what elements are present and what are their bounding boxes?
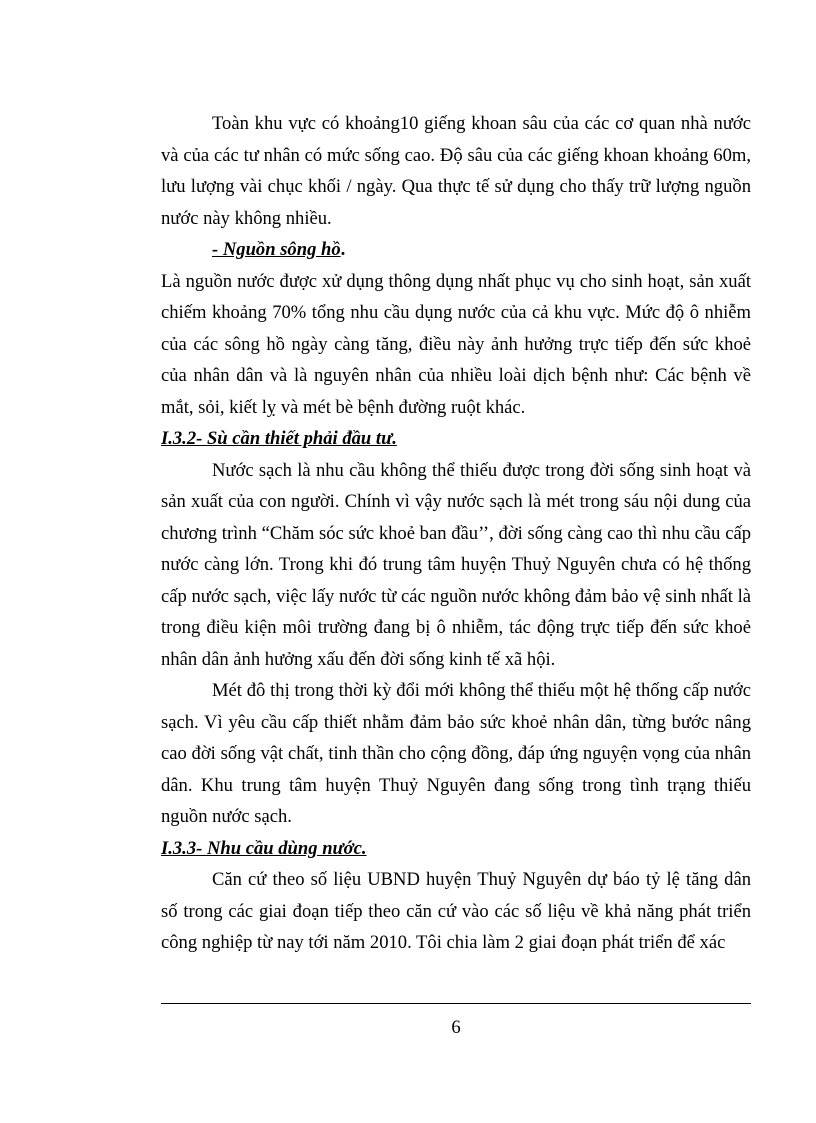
subheading-text: - Nguồn sông hồ <box>212 239 341 260</box>
subheading-river-lake-source <box>161 234 751 266</box>
paragraph-demand-forecast: Căn cứ theo số liệu UBND huyện Thuỷ Nguyên dự báo tỷ lệ tăng dân số trong các giai đoạn tiếp theo căn cứ vào các số liệu về khả năng phát triển công nghiệp từ nay tới năm 2010. Tôi chia làm 2 giai đoạn phát triển để xác <box>161 869 751 953</box>
footer-divider <box>161 1003 751 1004</box>
subheading-period: . <box>340 239 346 260</box>
page-number: 6 <box>451 1017 461 1038</box>
paragraph-urban-water-system: Mét đô thị trong thời kỳ đổi mới không thể thiếu một hệ thống cấp nước sạch. Vì yêu cầu cấp thiết nhằm đảm bảo sức khoẻ nhân dân, từng bước nâng cao đời sống vật chất, tinh thần cho cộng đồng, đáp ứng nguyện vọng của nhân dân. Khu trung tâm huyện Thuỷ Nguyên đang sống trong tình trạng thiếu nguồn nước sạch. <box>161 680 751 827</box>
section-heading-text: I.3.2- Sù cần thiết phải đầu tư. <box>161 428 397 449</box>
page-body <box>161 108 751 959</box>
section-heading-water-demand <box>161 833 751 865</box>
section-heading-text: I.3.3- Nhu cầu dùng nước. <box>161 837 367 859</box>
section-heading-investment-need <box>161 423 751 455</box>
paragraph-river-lake: Là nguồn nước được xử dụng thông dụng nhất phục vụ cho sinh hoạt, sản xuất chiếm khoảng 70% tổng nhu cầu dụng nước của cả khu vực. Mức độ ô nhiễm của các sông hồ ngày càng tăng, điều này ảnh hưởng trực tiếp đến sức khoẻ của nhân dân và là nguyên nhân của nhiều loài dịch bệnh như: Các bệnh về mắt, sỏi, kiết lỵ và mét bè bệnh đường ruột khác. <box>161 270 751 418</box>
paragraph-wells: Toàn khu vực có khoảng10 giếng khoan sâu của các cơ quan nhà nước và của các tư nhân có mức sống cao. Độ sâu của các giếng khoan khoảng 60m, lưu lượng vài chục khối / ngày. Qua thực tế sử dụng cho thấy trữ lượng nguồn nước này không nhiều. <box>161 113 751 229</box>
paragraph-clean-water-need: Nước sạch là nhu cầu không thể thiếu được trong đời sống sinh hoạt và sản xuất của con người. Chính vì vậy nước sạch là mét trong sáu nội dung của chương trình “Chăm sóc sức khoẻ ban đầu’’, đời sống càng cao thì nhu cầu cấp nước càng lớn. Trong khi đó trung tâm huyện Thuỷ Nguyên chưa có hệ thống cấp nước sạch, việc lấy nước từ các nguồn nước không đảm bảo vệ sinh nhất là trong điều kiện môi trường đang bị ô nhiễm, tác động trực tiếp đến sức khoẻ nhân dân ảnh hưởng xấu đến đời sống kinh tế xã hội. <box>161 459 751 670</box>
